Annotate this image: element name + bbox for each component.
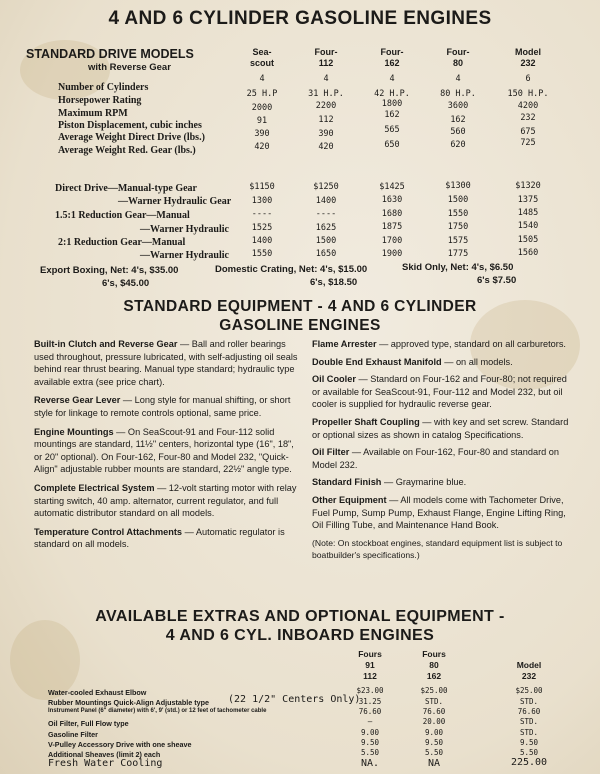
price-value: 1625: [315, 223, 337, 233]
extras-value: $25.00: [420, 686, 448, 695]
spec-value: 6: [525, 74, 531, 84]
extras-value: NA: [427, 758, 441, 769]
extras-column-fours-91-112: Fours 91 112: [358, 649, 382, 681]
spec-value: 650: [384, 140, 400, 150]
price-value: $1300: [445, 181, 471, 191]
extras-value: STD.: [519, 717, 539, 726]
equipment-item: Double End Exhaust Manifold — on all models.: [312, 356, 513, 367]
extras-value: $25.00: [515, 686, 543, 695]
spec-value: 2000: [251, 103, 273, 113]
column-header-seascout: Sea- scout: [249, 47, 274, 68]
spec-value: 420: [318, 142, 334, 152]
price-value: $1250: [313, 182, 339, 192]
column-header-four-162: Four- 162: [380, 47, 404, 68]
price-value: 1485: [517, 208, 539, 218]
spec-value: 675: [520, 127, 536, 137]
extras-label: Gasoline Filter: [48, 730, 98, 739]
extras-heading-2: 4 AND 6 CYL. INBOARD ENGINES: [165, 627, 435, 644]
price-value: 1500: [315, 236, 337, 246]
price-value: ----: [315, 209, 337, 219]
price-value: ----: [251, 209, 273, 219]
handwritten-note: (22 1/2" Centers Only): [228, 694, 361, 705]
price-value: 1540: [517, 221, 539, 231]
extras-value: 31.25: [358, 697, 382, 706]
price-label: —Warner Hydraulic: [140, 224, 229, 235]
price-value: 1560: [517, 248, 539, 258]
extras-value: STD.: [424, 697, 444, 706]
price-value: 1525: [251, 223, 273, 233]
standard-equipment-right-column: [312, 338, 574, 562]
spec-value: 620: [450, 140, 466, 150]
spec-label: Average Weight Red. Gear (lbs.): [58, 145, 196, 156]
equipment-item: Propeller Shaft Coupling — with key and set screw. Standard or optional sizes as shown in catalog Specifications.: [312, 416, 569, 440]
spec-value: 150 H.P.: [507, 89, 549, 99]
extras-value: $23.00: [356, 686, 384, 695]
spec-value: 4: [389, 74, 395, 84]
extras-label: V-Pulley Accessory Drive with one sheave: [48, 740, 192, 749]
extras-value: 9.50: [360, 738, 380, 747]
price-value: 1750: [447, 222, 469, 232]
equipment-item: Flame Arrester — approved type, standard on all carburetors.: [312, 339, 566, 349]
extras-value: 9.00: [360, 728, 380, 737]
column-header-four-80: Four- 80: [446, 47, 470, 68]
extras-value: STD.: [519, 728, 539, 737]
extras-value: 5.50: [360, 748, 380, 757]
price-value: 1500: [447, 195, 469, 205]
equipment-item: Reverse Gear Lever — Long style for manual shifting, or short style for linkage to remote controls optional, same price.: [34, 395, 291, 418]
export-boxing-4: Export Boxing, Net: 4's, $35.00: [40, 265, 179, 276]
spec-label: Piston Displacement, cubic inches: [58, 120, 202, 131]
extras-label: Additional Sheaves (limit 2) each: [48, 750, 161, 759]
skid-only-6: 6's $7.50: [477, 275, 517, 286]
page-title: 4 AND 6 CYLINDER GASOLINE ENGINES: [108, 8, 492, 29]
spec-value: 232: [520, 113, 536, 123]
spec-value: 420: [254, 142, 270, 152]
equipment-item: Oil Filter — Available on Four-162, Four-80 and standard on Model 232.: [312, 447, 560, 470]
equipment-item: Standard Finish — Graymarine blue.: [312, 477, 467, 488]
price-value: 1505: [517, 235, 539, 245]
extras-value: 76.60: [517, 707, 541, 716]
extras-value: STD.: [519, 697, 539, 706]
equipment-item: Other Equipment — All models come with Tachometer Drive, Fuel Pump, Sump Pump, Exhaust Flange, Engine Lifting Ring, Oil Filling Tube, and Maintenance Hand Book.: [312, 494, 566, 531]
spec-value: 560: [450, 127, 466, 137]
extras-value: 9.50: [424, 738, 444, 747]
spec-value: 390: [254, 129, 270, 139]
extras-value: 76.60: [422, 707, 446, 716]
column-header-model-232: Model 232: [515, 47, 541, 68]
spec-value: 725: [520, 138, 536, 148]
extras-value: 5.50: [424, 748, 444, 757]
price-value: 1700: [381, 236, 403, 246]
price-value: 1575: [447, 236, 469, 246]
spec-value: 42 H.P.: [374, 89, 410, 99]
extras-value: NA.: [360, 758, 380, 769]
extras-value: 9.50: [519, 738, 539, 747]
spec-value: 25 H.P: [246, 89, 278, 99]
price-value: 1300: [251, 196, 273, 206]
extras-label: Water-cooled Exhaust Elbow: [48, 688, 147, 697]
spec-value: 4: [323, 74, 329, 84]
price-value: 1650: [315, 249, 337, 259]
extras-label: Rubber Mountings Quick-Align Adjustable type: [48, 698, 210, 707]
price-label: 2:1 Reduction Gear—Manual: [58, 237, 186, 248]
spec-value: 2200: [315, 101, 337, 111]
price-value: 1550: [447, 209, 469, 219]
extras-label: Fresh Water Cooling: [48, 758, 163, 769]
equipment-item: Complete Electrical System — 12-volt starting motor with relay starting switch, 40 amp. alternator, current regulator, and full automatic distributor standard on all models.: [34, 482, 297, 519]
standard-equipment-left-column: [34, 338, 298, 551]
column-header-four-112: Four- 112: [314, 47, 338, 68]
price-value: $1150: [249, 182, 275, 192]
extras-value: —: [367, 717, 373, 726]
price-value: 1775: [447, 249, 469, 259]
extras-value: 225.00: [510, 757, 548, 768]
extras-column-fours-80-162: Fours 80 162: [422, 649, 446, 681]
extras-value: 5.50: [519, 748, 539, 757]
price-label: —Warner Hydraulic Gear: [118, 196, 232, 207]
price-label: 1.5:1 Reduction Gear—Manual: [55, 210, 190, 221]
drive-heading: STANDARD DRIVE MODELS: [26, 47, 194, 61]
drive-subheading: with Reverse Gear: [88, 62, 171, 73]
spec-value: 4: [259, 74, 265, 84]
skid-only-4: Skid Only, Net: 4's, $6.50: [402, 262, 514, 273]
spec-value: 80 H.P.: [440, 89, 476, 99]
extras-value: 9.00: [424, 728, 444, 737]
spec-value: 1800: [381, 99, 403, 109]
spec-value: 390: [318, 129, 334, 139]
price-label: Direct Drive—Manual-type Gear: [55, 183, 197, 194]
price-value: 1875: [381, 222, 403, 232]
price-value: $1320: [515, 181, 541, 191]
spec-label: Maximum RPM: [58, 108, 128, 119]
standard-equipment-heading-2: GASOLINE ENGINES: [219, 317, 381, 334]
export-boxing-6: 6's, $45.00: [102, 278, 150, 289]
spec-label: Horsepower Rating: [58, 95, 142, 106]
spec-value: 112: [318, 115, 334, 125]
spec-label: Average Weight Direct Drive (lbs.): [58, 132, 205, 143]
equipment-item: Engine Mountings — On SeaScout-91 and Four-112 solid mountings are standard, 11½" centers, horizontal type (16", 18", or 20" optional). On Four-162, Four-80 and Model 232, "Quick-Align" adjustable rubber mounts are standard, 22½" angle type.: [34, 426, 294, 475]
equipment-note: (Note: On stockboat engines, standard equipment list is subject to boatbuilder's specifications.): [312, 537, 563, 561]
extras-heading: AVAILABLE EXTRAS AND OPTIONAL EQUIPMENT -: [95, 608, 505, 625]
domestic-crating-6: 6's, $18.50: [310, 277, 358, 288]
extras-value: 76.60: [358, 707, 382, 716]
extras-value: 20.00: [422, 717, 446, 726]
spec-value: 31 H.P.: [308, 89, 344, 99]
spec-value: 162: [384, 110, 400, 120]
spec-value: 91: [256, 116, 268, 126]
equipment-item: Oil Cooler — Standard on Four-162 and Four-80; not required or available for SeaScout-91, Four-112 and Model 232, but oil cooler is supplied for hydraulic reverse gear.: [312, 374, 567, 410]
price-value: 1400: [251, 236, 273, 246]
spec-value: 162: [450, 115, 466, 125]
price-value: 1550: [251, 249, 273, 259]
price-value: 1900: [381, 249, 403, 259]
spec-value: 4200: [517, 101, 539, 111]
extras-column-model-232: Model 232: [516, 660, 542, 681]
extras-label: Instrument Panel (6" diameter) with 6', 9' (std.) or 12 feet of tachometer cable: [48, 708, 267, 714]
spec-label: Number of Cylinders: [58, 82, 149, 93]
equipment-item: Built-in Clutch and Reverse Gear — Ball and roller bearings used throughout, pressure lubricated, with self-adjusting oil seals behind rear thrust bearing. Manual type standard; hydraulic type available extra (see price chart).: [34, 339, 298, 387]
price-label: —Warner Hydraulic: [140, 250, 229, 261]
price-value: 1375: [517, 195, 539, 205]
standard-equipment-heading: STANDARD EQUIPMENT - 4 AND 6 CYLINDER: [123, 298, 477, 315]
price-value: 1400: [315, 196, 337, 206]
spec-value: 3600: [447, 101, 469, 111]
price-value: $1425: [379, 182, 405, 192]
price-value: 1680: [381, 209, 403, 219]
domestic-crating-4: Domestic Crating, Net: 4's, $15.00: [215, 264, 368, 275]
extras-label: Oil Filter, Full Flow type: [48, 719, 129, 728]
spec-value: 565: [384, 125, 400, 135]
equipment-item: Temperature Control Attachments — Automatic regulator is standard on all models.: [34, 526, 285, 550]
price-value: 1630: [381, 195, 403, 205]
spec-value: 4: [455, 74, 461, 84]
